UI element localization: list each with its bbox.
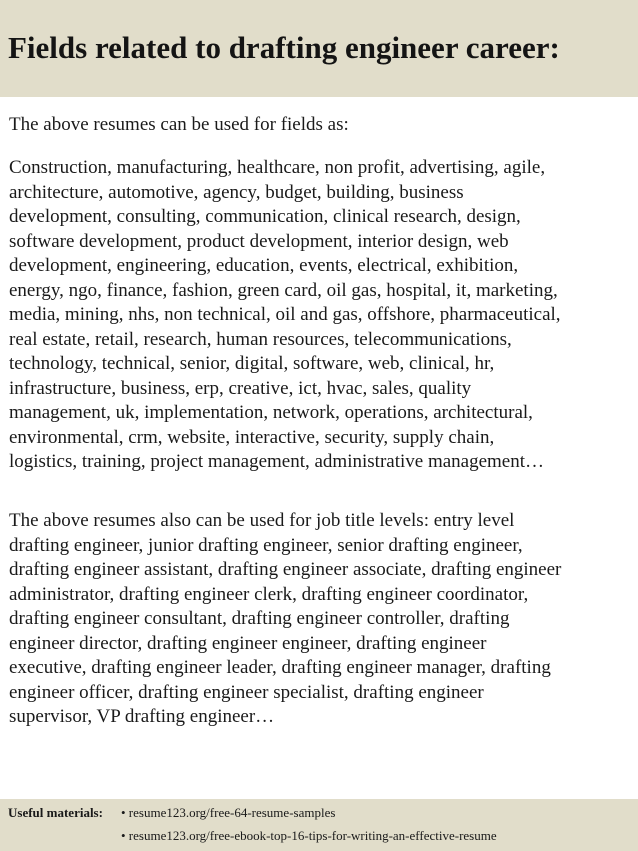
levels-line: drafting engineer, junior drafting engineer, senior drafting engineer, bbox=[9, 534, 523, 556]
levels-line: drafting engineer assistant, drafting engineer associate, drafting engineer bbox=[9, 559, 562, 580]
header-banner bbox=[0, 0, 638, 97]
levels-line: supervisor, VP drafting engineer… bbox=[9, 706, 275, 727]
fields-line: Construction, manufacturing, healthcare, non profit, advertising, agile, bbox=[9, 157, 546, 178]
fields-line: real estate, retail, research, human resources, telecommunications, bbox=[9, 328, 512, 350]
levels-line: engineer officer, drafting engineer specialist, drafting engineer bbox=[9, 681, 484, 703]
useful-materials-label: Useful materials: bbox=[8, 805, 103, 820]
page-title: Fields related to drafting engineer career: bbox=[8, 30, 560, 65]
fields-line: media, mining, nhs, non technical, oil and gas, offshore, pharmaceutical, bbox=[9, 304, 561, 325]
levels-line: administrator, drafting engineer clerk, drafting engineer coordinator, bbox=[9, 583, 529, 605]
fields-line: infrastructure, business, erp, creative, ict, hvac, sales, quality bbox=[9, 377, 472, 399]
fields-line: environmental, crm, website, interactive, security, supply chain, bbox=[9, 426, 495, 448]
levels-line: The above resumes also can be used for job title levels: entry level bbox=[9, 510, 515, 531]
job-levels-paragraph bbox=[9, 509, 561, 730]
fields-line: software development, product development, interior design, web bbox=[9, 230, 509, 252]
fields-line: development, consulting, communication, clinical research, design, bbox=[9, 206, 521, 227]
fields-line: architecture, automotive, agency, budget, building, business bbox=[9, 181, 464, 203]
levels-line: executive, drafting engineer leader, drafting engineer manager, drafting bbox=[9, 657, 551, 678]
ebook-tips-link[interactable]: • resume123.org/free-ebook-top-16-tips-for-writing-an-effective-resume bbox=[121, 828, 497, 843]
fields-line: logistics, training, project management, administrative management… bbox=[9, 451, 545, 472]
fields-line: technology, technical, senior, digital, software, web, clinical, hr, bbox=[9, 353, 495, 374]
fields-paragraph bbox=[9, 156, 561, 475]
levels-line: engineer director, drafting engineer engineer, drafting engineer bbox=[9, 632, 487, 654]
fields-line: management, uk, implementation, network, operations, architectural, bbox=[9, 402, 533, 423]
footer-banner bbox=[0, 799, 638, 851]
levels-line: drafting engineer consultant, drafting engineer controller, drafting bbox=[9, 608, 510, 629]
resume-samples-link[interactable]: • resume123.org/free-64-resume-samples bbox=[121, 805, 336, 820]
fields-line: development, engineering, education, events, electrical, exhibition, bbox=[9, 255, 519, 276]
intro-text: The above resumes can be used for fields as: bbox=[9, 114, 349, 135]
fields-line: energy, ngo, finance, fashion, green card, oil gas, hospital, it, marketing, bbox=[9, 279, 558, 301]
